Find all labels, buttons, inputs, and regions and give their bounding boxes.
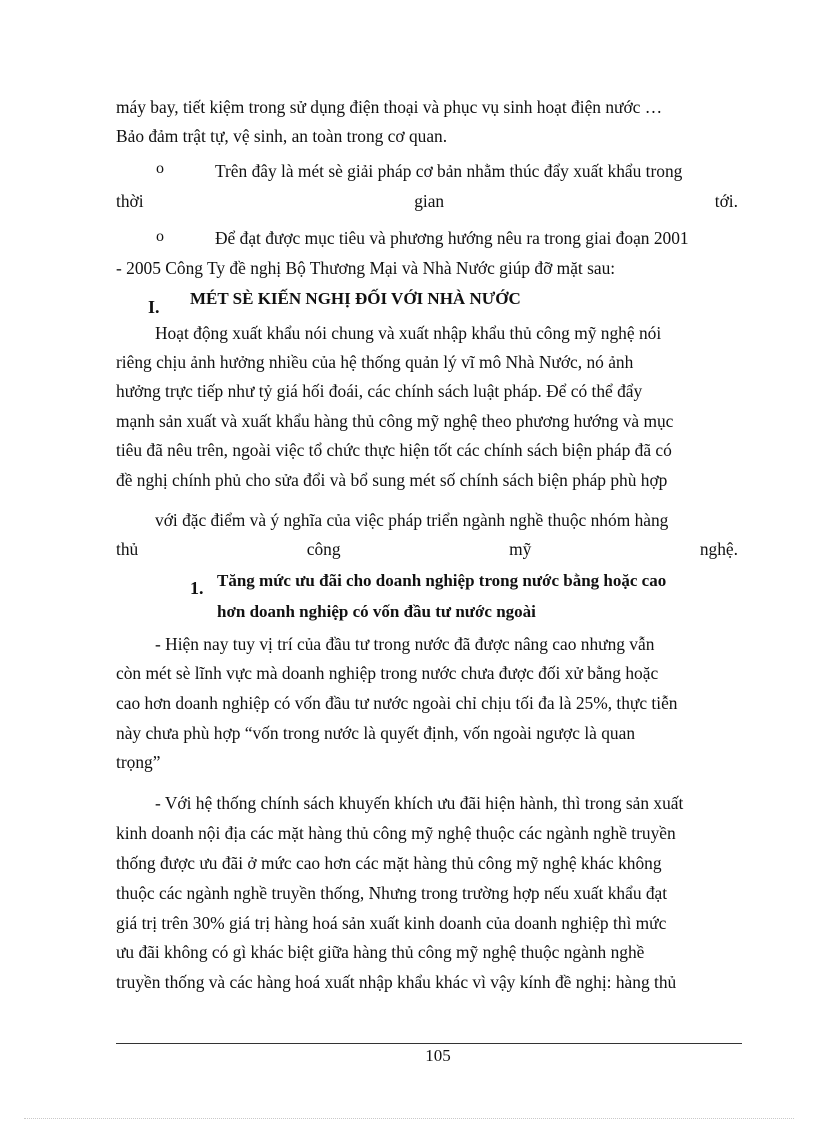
body-line: - Với hệ thống chính sách khuyến khích ưu đãi hiện hành, thì trong sản xuất <box>155 793 684 813</box>
bullet-marker: o <box>156 228 164 245</box>
body-line: Hoạt động xuất khẩu nói chung và xuất nhập khẩu thủ công mỹ nghệ nói <box>155 323 662 343</box>
body-line: Trên đây là mét sè giải pháp cơ bản nhằm thúc đẩy xuất khẩu trong <box>215 161 683 181</box>
section-heading: MÉT SÈ KIẾN NGHỊ ĐỐI VỚI NHÀ NƯỚC <box>190 289 521 308</box>
word: gian <box>414 191 445 211</box>
page-number: 105 <box>425 1046 451 1065</box>
justified-line <box>116 537 738 561</box>
body-line: còn mét sè lĩnh vực mà doanh nghiệp trong nước chưa được đối xử bằng hoặc <box>116 663 659 683</box>
section-number: I. <box>148 297 160 317</box>
body-line: kinh doanh nội địa các mặt hàng thủ công mỹ nghệ thuộc các ngành nghề truyền <box>116 823 676 843</box>
body-line: tiêu đã nêu trên, ngoài việc tổ chức thực hiện tốt các chính sách biện pháp đã có <box>116 440 672 460</box>
body-line: - 2005 Công Ty đề nghị Bộ Thương Mại và Nhà Nước giúp đỡ mặt sau: <box>116 258 616 278</box>
justified-line <box>116 189 738 213</box>
word: công <box>306 539 341 559</box>
word: thủ <box>116 539 139 559</box>
body-line: - Hiện nay tuy vị trí của đầu tư trong nước đã được nâng cao nhưng vẫn <box>155 634 655 654</box>
body-line: giá trị trên 30% giá trị hàng hoá sản xuất kinh doanh của doanh nghiệp thì mức <box>116 913 667 933</box>
body-line: trọng” <box>116 752 161 772</box>
body-line: thống được ưu đãi ở mức cao hơn các mặt hàng thủ công mỹ nghệ khác không <box>116 853 662 873</box>
body-line: riêng chịu ảnh hưởng nhiều của hệ thống quản lý vĩ mô Nhà Nước, nó ảnh <box>116 352 634 372</box>
body-line: máy bay, tiết kiệm trong sử dụng điện thoại và phục vụ sinh hoạt điện nước … <box>116 97 663 117</box>
word: thời <box>116 191 144 211</box>
subsection-heading-line1: Tăng mức ưu đãi cho doanh nghiệp trong nước bằng hoặc cao <box>217 571 667 590</box>
word: mỹ <box>509 539 532 559</box>
body-line: cao hơn doanh nghiệp có vốn đầu tư nước ngoài chỉ chịu tối đa là 25%, thực tiễn <box>116 693 678 713</box>
body-line: Bảo đảm trật tự, vệ sinh, an toàn trong cơ quan. <box>116 126 448 146</box>
body-line: thuộc các ngành nghề truyền thống, Nhưng trong trường hợp nếu xuất khẩu đạt <box>116 883 668 903</box>
body-line: này chưa phù hợp “vốn trong nước là quyết định, vốn ngoài ngược là quan <box>116 723 636 743</box>
subsection-number: 1. <box>190 578 204 598</box>
body-line: mạnh sản xuất và xuất khẩu hàng thủ công mỹ nghệ theo phương hướng và mục <box>116 411 674 431</box>
body-line: đề nghị chính phủ cho sửa đổi và bổ sung mét số chính sách biện pháp phù hợp <box>116 470 668 490</box>
word: tới. <box>714 191 738 211</box>
body-line: truyền thống và các hàng hoá xuất nhập khẩu khác vì vậy kính đề nghị: hàng thủ <box>116 972 677 992</box>
body-line: Để đạt được mục tiêu và phương hướng nêu ra trong giai đoạn 2001 <box>215 228 689 248</box>
body-line: với đặc điểm và ý nghĩa của việc pháp triển ngành nghề thuộc nhóm hàng <box>155 510 669 530</box>
body-line: ưu đãi không có gì khác biệt giữa hàng thủ công mỹ nghệ thuộc ngành nghề <box>116 942 645 962</box>
word: nghệ. <box>699 539 738 559</box>
page-bottom-divider <box>24 1118 794 1119</box>
subsection-heading-line2: hơn doanh nghiệp có vốn đầu tư nước ngoài <box>217 602 536 621</box>
footer-rule <box>116 1043 742 1044</box>
body-line: hưởng trực tiếp như tỷ giá hối đoái, các chính sách luật pháp. Để có thể đẩy <box>116 381 643 401</box>
bullet-marker: o <box>156 160 164 177</box>
